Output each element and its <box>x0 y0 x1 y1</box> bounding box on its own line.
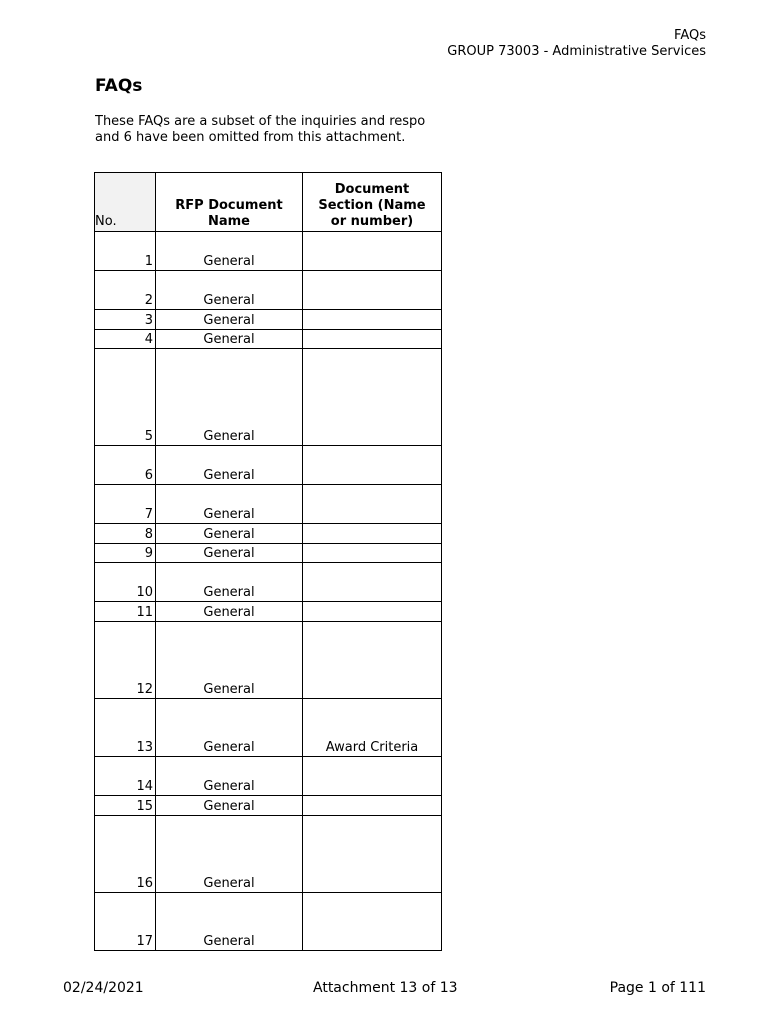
table-row <box>95 621 442 699</box>
table-row <box>95 815 442 893</box>
cell-rfp-document-name: General <box>156 563 303 602</box>
cell-no: 14 <box>95 757 156 796</box>
cell-no: 9 <box>95 543 156 563</box>
cell-rfp-document-name: General <box>156 602 303 622</box>
table-row <box>95 329 442 349</box>
cell-rfp-document-name: General <box>156 621 303 699</box>
intro-paragraph <box>95 114 441 146</box>
cell-rfp-document-name: General <box>156 232 303 271</box>
cell-no: 8 <box>95 524 156 544</box>
table-row <box>95 563 442 602</box>
cell-rfp-document-name: General <box>156 815 303 893</box>
cell-no: 5 <box>95 349 156 446</box>
intro-line-1: These FAQs are a subset of the inquiries and respo <box>95 114 426 129</box>
cell-document-section <box>303 310 442 330</box>
cell-document-section <box>303 796 442 816</box>
cell-rfp-document-name: General <box>156 543 303 563</box>
header-rfp-document-name: RFP Document Name <box>156 173 303 232</box>
cell-rfp-document-name: General <box>156 796 303 816</box>
cell-no: 1 <box>95 232 156 271</box>
cell-no: 17 <box>95 893 156 951</box>
cell-rfp-document-name: General <box>156 271 303 310</box>
cell-no: 10 <box>95 563 156 602</box>
table-row <box>95 524 442 544</box>
cell-rfp-document-name: General <box>156 757 303 796</box>
running-header-group: GROUP 73003 - Administrative Services <box>447 44 706 59</box>
cell-document-section <box>303 329 442 349</box>
cell-no: 3 <box>95 310 156 330</box>
cell-no: 7 <box>95 485 156 524</box>
table-row <box>95 271 442 310</box>
table-row <box>95 602 442 622</box>
footer-page-number: Page 1 of 111 <box>609 980 706 996</box>
table-row <box>95 699 442 757</box>
cell-no: 2 <box>95 271 156 310</box>
cell-document-section <box>303 232 442 271</box>
cell-document-section <box>303 485 442 524</box>
cell-document-section <box>303 349 442 446</box>
faq-table <box>94 172 442 951</box>
cell-no: 13 <box>95 699 156 757</box>
cell-rfp-document-name: General <box>156 485 303 524</box>
footer-attachment: Attachment 13 of 13 <box>313 980 458 996</box>
running-header-title: FAQs <box>674 28 706 43</box>
cell-rfp-document-name: General <box>156 329 303 349</box>
header-no: No. <box>95 173 156 232</box>
cell-document-section <box>303 815 442 893</box>
faq-table-body <box>95 232 442 951</box>
table-row <box>95 310 442 330</box>
cell-no: 16 <box>95 815 156 893</box>
page-title: FAQs <box>95 76 143 96</box>
cell-document-section <box>303 621 442 699</box>
faq-table-header-row <box>95 173 442 232</box>
cell-document-section <box>303 446 442 485</box>
cell-document-section: Award Criteria <box>303 699 442 757</box>
cell-document-section <box>303 602 442 622</box>
table-row <box>95 757 442 796</box>
table-row <box>95 232 442 271</box>
table-row <box>95 796 442 816</box>
cell-document-section <box>303 543 442 563</box>
cell-no: 4 <box>95 329 156 349</box>
cell-rfp-document-name: General <box>156 699 303 757</box>
cell-document-section <box>303 524 442 544</box>
table-row <box>95 893 442 951</box>
intro-line-2: and 6 have been omitted from this attachment. <box>95 130 406 145</box>
table-row <box>95 543 442 563</box>
cell-rfp-document-name: General <box>156 893 303 951</box>
table-row <box>95 485 442 524</box>
cell-no: 6 <box>95 446 156 485</box>
table-row <box>95 349 442 446</box>
table-row <box>95 446 442 485</box>
cell-no: 12 <box>95 621 156 699</box>
cell-document-section <box>303 271 442 310</box>
cell-rfp-document-name: General <box>156 524 303 544</box>
cell-no: 11 <box>95 602 156 622</box>
cell-document-section <box>303 757 442 796</box>
footer-date: 02/24/2021 <box>63 980 144 996</box>
cell-no: 15 <box>95 796 156 816</box>
cell-rfp-document-name: General <box>156 310 303 330</box>
cell-rfp-document-name: General <box>156 446 303 485</box>
header-document-section: Document Section (Name or number) <box>303 173 442 232</box>
cell-document-section <box>303 893 442 951</box>
cell-rfp-document-name: General <box>156 349 303 446</box>
cell-document-section <box>303 563 442 602</box>
